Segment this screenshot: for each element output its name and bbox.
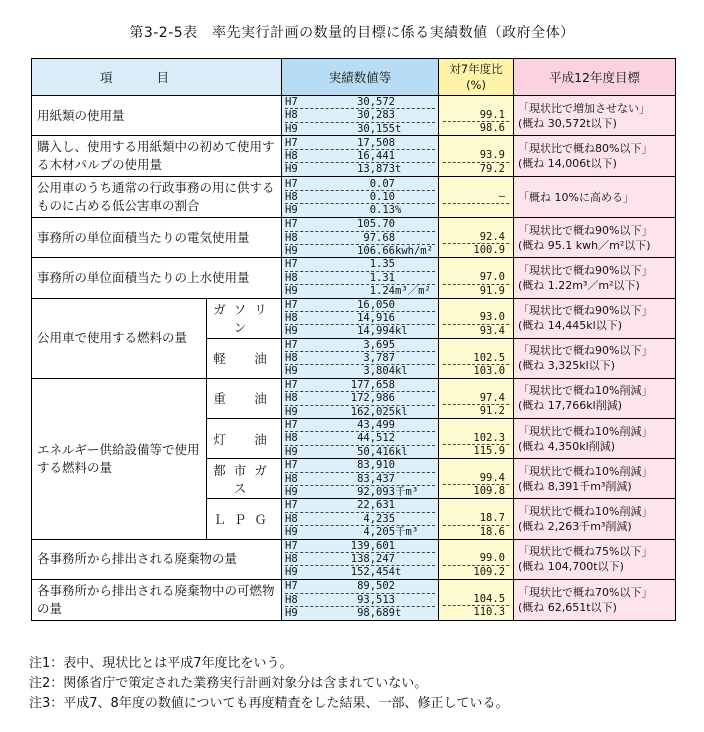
value-unit <box>395 232 435 244</box>
row-label: 公用車のうち通常の行政事務の用に供するものに占める低公害車の割合 <box>32 177 282 218</box>
values-cell <box>282 136 439 177</box>
table-row <box>32 258 676 298</box>
row-label: 各事務所から排出される廃棄物の量 <box>32 539 282 579</box>
year-label: H9 <box>285 445 298 458</box>
value-number: 0.13 <box>369 204 396 217</box>
ratio-value: 18.6 <box>479 525 506 538</box>
ratio-value: 104.5 <box>443 593 509 606</box>
values-cell <box>282 258 439 298</box>
ratio-cell <box>439 579 514 620</box>
year-label: H7 <box>285 378 298 391</box>
values-cell <box>282 419 439 459</box>
ratio-value: 115.9 <box>473 445 506 458</box>
ratio-cell <box>439 177 514 218</box>
target-cell <box>514 258 676 298</box>
row-label: 購入し、使用する用紙類中の初めて使用する木材パルプの使用量 <box>32 136 282 177</box>
year-label: H7 <box>285 298 298 311</box>
ratio-value <box>443 299 509 311</box>
header-target: 平成12年度目標 <box>514 59 676 96</box>
values-cell <box>282 338 439 378</box>
value-row <box>285 552 435 565</box>
value-unit <box>395 594 435 606</box>
value-row <box>285 190 435 203</box>
ratio-value <box>443 204 509 216</box>
year-label: H7 <box>285 96 298 108</box>
value-number: 97.68 <box>363 231 396 244</box>
year-label: H8 <box>285 311 298 324</box>
value-number: 16,050 <box>357 298 396 311</box>
value-number: 43,499 <box>357 419 396 432</box>
year-label: H9 <box>285 365 298 378</box>
ratio-cell <box>439 499 514 539</box>
target-cell <box>514 539 676 579</box>
row-label: 公用車で使用する燃料の量 <box>32 298 207 378</box>
year-label: H7 <box>285 218 298 231</box>
value-unit <box>395 218 435 230</box>
value-number: 17,508 <box>357 136 396 149</box>
ratio-cell <box>439 298 514 338</box>
year-label: H7 <box>285 539 298 552</box>
target-line: 「現状比で概ね10%削減」 <box>518 384 653 398</box>
value-number: 152,454 <box>350 566 396 579</box>
year-label: H8 <box>285 512 298 525</box>
value-unit: m³／m² <box>395 285 431 298</box>
value-unit: t <box>395 606 402 619</box>
header-ratio-line2: (%) <box>466 78 486 92</box>
value-number: 0.10 <box>369 190 396 203</box>
row-label: 事務所の単位面積当たりの電気使用量 <box>32 218 282 258</box>
target-line: (概ね 8,391千m³削減) <box>518 479 632 493</box>
table-row <box>32 539 676 579</box>
sub-label: ガソリン <box>207 298 282 338</box>
value-row <box>285 162 435 175</box>
ratio-value <box>443 540 509 552</box>
year-label: H7 <box>285 419 298 432</box>
value-row <box>285 419 435 431</box>
value-unit <box>395 473 435 485</box>
value-number: 106.66 <box>357 244 396 257</box>
ratio-value: 100.9 <box>473 244 506 257</box>
value-row <box>285 137 435 149</box>
value-unit <box>395 96 435 108</box>
year-label: H8 <box>285 231 298 244</box>
header-values: 実績数値等 <box>282 59 439 96</box>
row-label: エネルギー供給設備等で使用する燃料の量 <box>32 378 207 539</box>
note-1: 注1：表中、現状比とは平成7年度比をいう。 <box>29 656 293 671</box>
year-label: H8 <box>285 593 298 606</box>
year-label: H9 <box>285 204 298 217</box>
ratio-value: 92.4 <box>443 231 509 244</box>
value-row <box>285 108 435 121</box>
value-number: 98,689 <box>357 606 396 619</box>
table-row <box>32 96 676 136</box>
values-cell <box>282 579 439 620</box>
target-line: (概ね 2,263千m³削減) <box>518 519 632 533</box>
header-ratio-line1: 対7年度比 <box>449 62 503 76</box>
value-number: 13,873 <box>357 163 396 176</box>
value-unit <box>395 339 435 351</box>
ratio-value: 18.7 <box>443 512 509 525</box>
value-number: 105.70 <box>357 218 396 231</box>
target-cell <box>514 177 676 218</box>
value-number: 1.31 <box>369 271 396 284</box>
ratio-value: 99.1 <box>443 109 509 122</box>
ratio-value <box>443 219 509 231</box>
ratio-value: 109.8 <box>473 485 506 498</box>
value-unit <box>395 178 435 190</box>
target-line: 「現状比で概ね10%削減」 <box>518 464 653 478</box>
sub-label: 灯 油 <box>207 419 282 459</box>
row-label: 各事務所から排出される廃棄物中の可燃物の量 <box>32 579 282 620</box>
year-label: H7 <box>285 258 298 271</box>
value-unit <box>395 499 435 511</box>
year-label: H8 <box>285 472 298 485</box>
value-number: 4,235 <box>363 512 396 525</box>
target-cell <box>514 218 676 258</box>
table-title: 第3-2-5表 率先実行計画の数量的目標に係る実績数値（政府全体） <box>129 25 575 41</box>
value-unit: t <box>395 566 402 579</box>
ratio-value: 91.2 <box>479 405 506 418</box>
value-row <box>285 244 435 257</box>
year-label: H9 <box>285 325 298 338</box>
value-row <box>285 606 435 619</box>
year-label: H8 <box>285 392 298 405</box>
value-row <box>285 351 435 364</box>
year-label: H7 <box>285 580 298 593</box>
value-row <box>285 525 435 538</box>
ratio-value <box>443 137 509 149</box>
value-number: 3,695 <box>363 338 396 351</box>
value-number: 50,416 <box>357 445 396 458</box>
table-row <box>32 218 676 258</box>
value-unit <box>395 459 435 471</box>
table-row <box>32 378 676 418</box>
year-label: H9 <box>285 244 298 257</box>
value-number: 138,247 <box>350 552 396 565</box>
value-row <box>285 299 435 311</box>
ratio-value <box>443 500 509 512</box>
value-unit: kl <box>395 445 408 458</box>
value-unit <box>395 540 435 552</box>
target-line: 「現状比で概ね70%以下」 <box>518 585 653 599</box>
target-cell <box>514 338 676 378</box>
ratio-value: 102.5 <box>443 352 509 365</box>
value-row <box>285 379 435 391</box>
target-line: 「概ね 10%に高める」 <box>518 190 634 204</box>
table-body <box>32 96 676 621</box>
target-line: 「現状比で概ね75%以下」 <box>518 545 653 559</box>
value-number: 3,804 <box>363 365 396 378</box>
value-row <box>285 405 435 418</box>
ratio-value: 79.2 <box>479 162 506 175</box>
ratio-value <box>443 97 509 109</box>
year-label: H9 <box>285 485 298 498</box>
ratio-value <box>443 460 509 472</box>
value-row <box>285 324 435 337</box>
target-cell <box>514 298 676 338</box>
ratio-value: 91.9 <box>479 284 506 297</box>
year-label: H7 <box>285 136 298 149</box>
row-label: 用紙類の使用量 <box>32 96 282 136</box>
ratio-value: 102.3 <box>443 432 509 445</box>
ratio-value <box>443 379 509 391</box>
target-line: (概ね 1.22m³／m²以下) <box>518 278 640 292</box>
value-unit: t <box>395 122 402 135</box>
year-label: H9 <box>285 122 298 135</box>
value-number: 14,994 <box>357 325 396 338</box>
value-row <box>285 149 435 162</box>
value-number: 14,916 <box>357 311 396 324</box>
sub-label: 重 油 <box>207 378 282 418</box>
value-row <box>285 284 435 297</box>
value-row <box>285 96 435 108</box>
ratio-value: 98.6 <box>479 122 506 135</box>
target-cell <box>514 579 676 620</box>
year-label: H8 <box>285 190 298 203</box>
value-unit <box>395 580 435 592</box>
value-number: 30,283 <box>357 109 396 122</box>
target-cell <box>514 136 676 177</box>
value-unit <box>395 258 435 270</box>
ratio-value: 109.2 <box>473 565 506 578</box>
value-row <box>285 311 435 324</box>
value-unit <box>395 299 435 311</box>
year-label: H9 <box>285 606 298 619</box>
ratio-value: 97.0 <box>443 271 509 284</box>
values-cell <box>282 378 439 418</box>
value-number: 0.07 <box>369 177 396 190</box>
value-unit: t <box>395 163 402 176</box>
value-unit <box>395 352 435 364</box>
value-unit: 千m³ <box>395 526 419 539</box>
year-label: H8 <box>285 552 298 565</box>
target-line: 「現状比で増加させない」 <box>518 101 651 115</box>
value-number: 4,205 <box>363 526 396 539</box>
value-unit: % <box>395 204 402 217</box>
value-number: 162,025 <box>350 405 396 418</box>
value-number: 139,601 <box>350 539 396 552</box>
value-unit <box>395 392 435 404</box>
target-line: 「現状比で概ね10%削減」 <box>518 424 653 438</box>
value-row <box>285 512 435 525</box>
table-row <box>32 579 676 620</box>
row-label: 事務所の単位面積当たりの上水使用量 <box>32 258 282 298</box>
year-label: H7 <box>285 338 298 351</box>
year-label: H7 <box>285 499 298 512</box>
value-row <box>285 445 435 458</box>
year-label: H8 <box>285 109 298 122</box>
ratio-value <box>443 178 509 190</box>
value-row <box>285 499 435 511</box>
value-row <box>285 178 435 190</box>
target-line: 「現状比で概ね90%以下」 <box>518 304 653 318</box>
year-label: H9 <box>285 526 298 539</box>
value-unit <box>395 312 435 324</box>
year-label: H9 <box>285 566 298 579</box>
note-3: 注3：平成7、8年度の数値についても再度精査をした結果、一部、修正している。 <box>29 696 509 711</box>
value-row <box>285 258 435 270</box>
value-row <box>285 485 435 498</box>
year-label: H8 <box>285 271 298 284</box>
target-cell <box>514 499 676 539</box>
year-label: H9 <box>285 405 298 418</box>
ratio-value: 99.4 <box>443 472 509 485</box>
target-cell <box>514 378 676 418</box>
value-unit <box>395 272 435 284</box>
table-row <box>32 298 676 338</box>
value-unit: kl <box>395 405 408 418</box>
target-line: (概ね 95.1 kwh／m²以下) <box>518 238 651 252</box>
year-label: H8 <box>285 149 298 162</box>
value-row <box>285 459 435 471</box>
target-line: 「現状比で概ね10%削減」 <box>518 504 653 518</box>
value-number: 1.35 <box>369 258 396 271</box>
ratio-cell <box>439 258 514 298</box>
value-row <box>285 540 435 552</box>
values-cell <box>282 96 439 136</box>
ratio-value <box>443 259 509 271</box>
value-row <box>285 203 435 216</box>
sub-label: ＬＰＧ <box>207 499 282 539</box>
ratio-value: 97.4 <box>443 392 509 405</box>
sub-label: 軽 油 <box>207 338 282 378</box>
value-unit <box>395 137 435 149</box>
value-number: 22,631 <box>357 499 396 512</box>
value-unit <box>395 553 435 565</box>
value-unit <box>395 109 435 121</box>
value-number: 83,910 <box>357 459 396 472</box>
value-number: 92,093 <box>357 485 396 498</box>
year-label: H7 <box>285 177 298 190</box>
values-cell <box>282 499 439 539</box>
value-number: 44,512 <box>357 432 396 445</box>
ratio-value: 93.0 <box>443 311 509 324</box>
target-line: (概ね 14,445kl以下) <box>518 319 623 333</box>
target-line: 「現状比で概ね90%以下」 <box>518 223 653 237</box>
target-cell <box>514 419 676 459</box>
value-number: 3,787 <box>363 352 396 365</box>
value-row <box>285 431 435 444</box>
value-unit: 千m³ <box>395 485 419 498</box>
ratio-cell <box>439 136 514 177</box>
value-unit <box>395 419 435 431</box>
table-row <box>32 177 676 218</box>
value-unit <box>395 150 435 162</box>
year-label: H8 <box>285 432 298 445</box>
value-number: 172,986 <box>350 392 396 405</box>
ratio-cell <box>439 218 514 258</box>
ratio-value <box>443 339 509 351</box>
values-cell <box>282 177 439 218</box>
target-cell <box>514 96 676 136</box>
sub-label: 都市ガス <box>207 459 282 499</box>
value-number: 1.24 <box>369 285 396 298</box>
ratio-cell <box>439 378 514 418</box>
value-number: 83,437 <box>357 472 396 485</box>
values-cell <box>282 459 439 499</box>
ratio-value <box>443 581 509 593</box>
value-unit: kl <box>395 365 408 378</box>
values-cell <box>282 298 439 338</box>
value-row <box>285 218 435 230</box>
ratio-value: 103.0 <box>473 364 506 377</box>
ratio-value: 93.4 <box>479 324 506 337</box>
target-line: (概ね 62,651t以下) <box>518 600 617 614</box>
value-row <box>285 565 435 578</box>
ratio-cell <box>439 459 514 499</box>
table-row <box>32 136 676 177</box>
value-unit <box>395 191 435 203</box>
year-label: H7 <box>285 459 298 472</box>
ratio-cell <box>439 338 514 378</box>
target-line: (概ね 4,350kl削減) <box>518 439 616 453</box>
ratio-cell <box>439 96 514 136</box>
ratio-cell <box>439 419 514 459</box>
target-line: (概ね 3,325kl以下) <box>518 359 616 373</box>
ratio-cell <box>439 539 514 579</box>
values-cell <box>282 539 439 579</box>
header-ratio <box>439 59 514 96</box>
target-line: (概ね 104,700t以下) <box>518 560 624 574</box>
value-unit <box>395 432 435 444</box>
value-unit <box>395 513 435 525</box>
target-line: 「現状比で概ね90%以下」 <box>518 263 653 277</box>
value-unit: kwh/m² <box>395 244 433 257</box>
target-line: (概ね 30,572t以下) <box>518 116 617 130</box>
values-cell <box>282 218 439 258</box>
target-line: (概ね 14,006t以下) <box>518 157 617 171</box>
results-table <box>31 58 676 621</box>
value-row <box>285 364 435 377</box>
ratio-value: 99.0 <box>443 552 509 565</box>
year-label: H9 <box>285 285 298 298</box>
value-unit <box>395 379 435 391</box>
value-number: 89,502 <box>357 580 396 593</box>
target-line: 「現状比で概ね90%以下」 <box>518 344 653 358</box>
value-number: 177,658 <box>350 378 396 391</box>
value-number: 16,441 <box>357 149 396 162</box>
value-number: 93,513 <box>357 593 396 606</box>
notes <box>29 654 509 714</box>
value-row <box>285 391 435 404</box>
value-row <box>285 580 435 592</box>
value-row <box>285 593 435 606</box>
ratio-value <box>443 420 509 432</box>
value-row <box>285 271 435 284</box>
note-2: 注2：関係省庁で策定された業務実行計画対象分は含まれていない。 <box>29 676 428 691</box>
header-item: 項目 <box>32 59 282 96</box>
ratio-value: 93.9 <box>443 149 509 162</box>
header-row <box>32 59 676 96</box>
value-unit: kl <box>395 325 408 338</box>
target-line: 「現状比で概ね80%以下」 <box>518 142 653 156</box>
year-label: H9 <box>285 163 298 176</box>
ratio-value: — <box>443 190 509 203</box>
value-number: 30,572 <box>357 96 396 108</box>
value-row <box>285 339 435 351</box>
value-number: 30,155 <box>357 122 396 135</box>
value-row <box>285 122 435 135</box>
target-cell <box>514 459 676 499</box>
value-row <box>285 231 435 244</box>
year-label: H8 <box>285 352 298 365</box>
value-row <box>285 472 435 485</box>
ratio-value: 110.3 <box>473 606 506 619</box>
target-line: (概ね 17,766kl削減) <box>518 399 623 413</box>
